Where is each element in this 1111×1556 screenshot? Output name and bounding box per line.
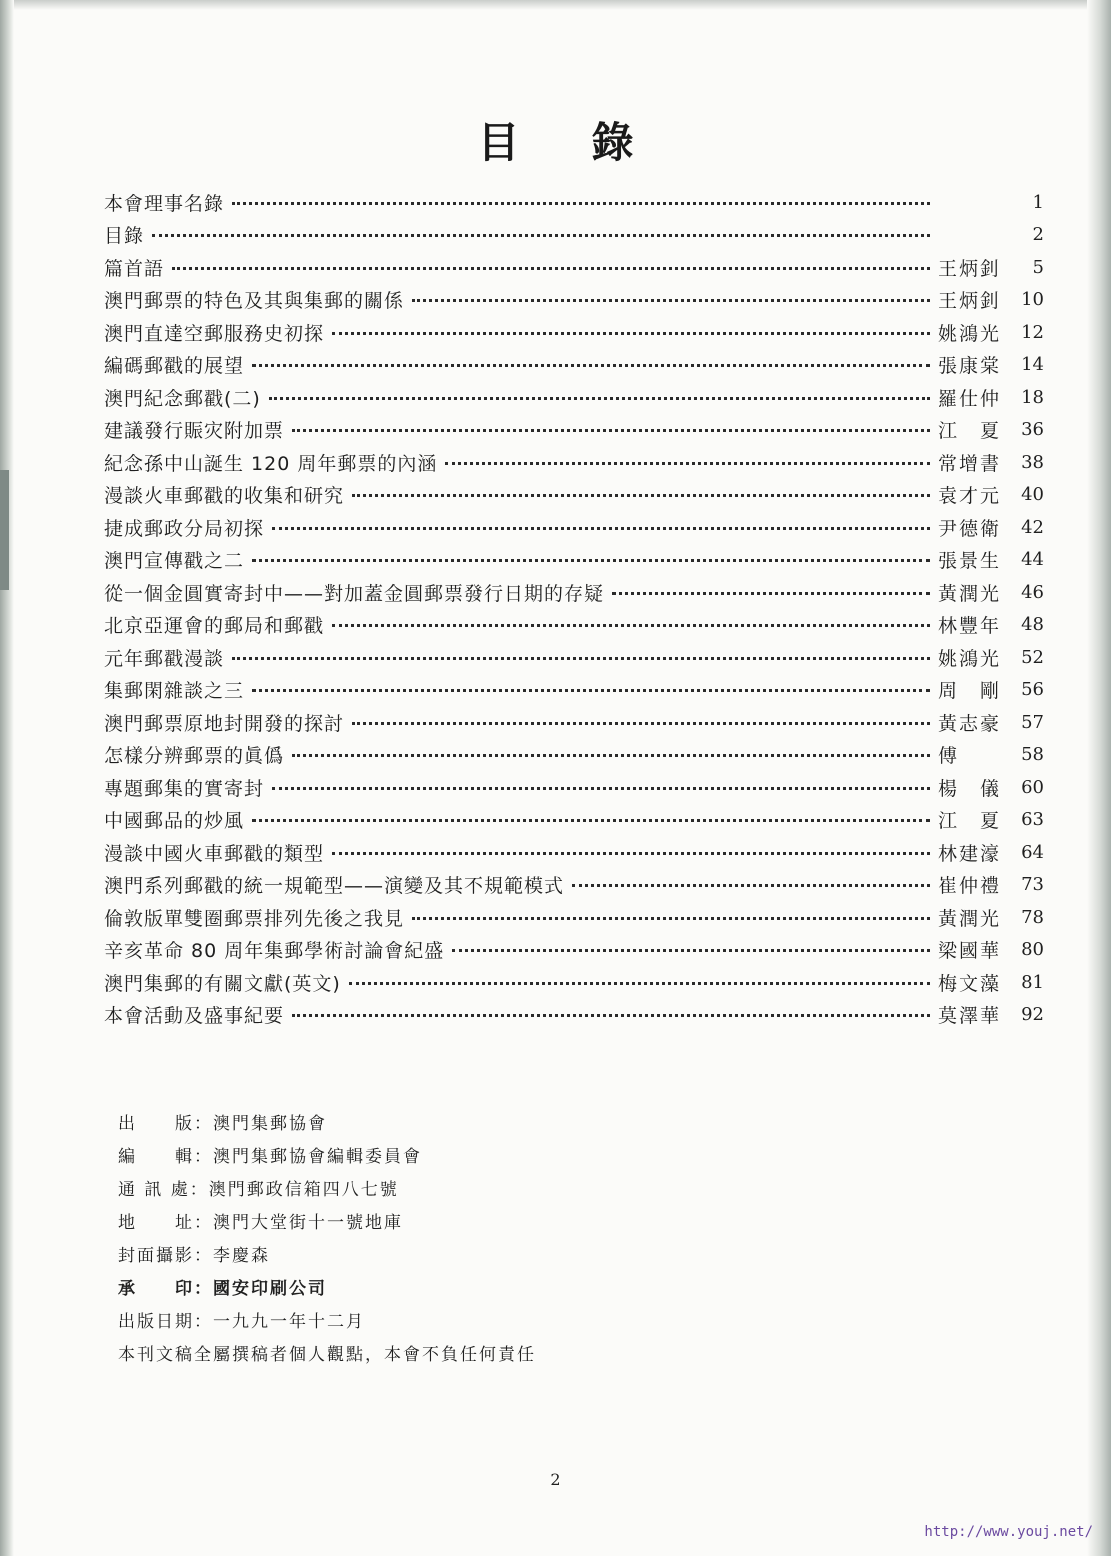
- toc-entry-page: 2: [1032, 224, 1044, 246]
- dot-leader: [412, 917, 930, 920]
- toc-entry: [104, 901, 1044, 934]
- toc-entry-author: 王炳釗: [938, 257, 1002, 280]
- toc-entry-title: 建議發行賑灾附加票: [104, 420, 285, 443]
- toc-entry: [104, 999, 1044, 1032]
- toc-entry-page: 40: [1021, 484, 1044, 506]
- toc-entry-title: 元年郵戳漫談: [104, 647, 225, 670]
- toc-entry-author: 張景生: [938, 550, 1002, 573]
- toc-entry-author: 莫澤華: [938, 1005, 1002, 1028]
- toc-entry-page: 78: [1021, 906, 1044, 928]
- dot-leader: [172, 267, 930, 270]
- dot-leader: [332, 624, 930, 627]
- dot-leader: [272, 527, 930, 530]
- toc-entry: [104, 381, 1044, 414]
- toc-entry: [104, 251, 1044, 284]
- toc-entry-title: 篇首語: [104, 257, 165, 280]
- toc-entry-page: 48: [1021, 614, 1044, 636]
- toc-entry-page: 80: [1021, 939, 1044, 961]
- toc-entry-page: 92: [1021, 1004, 1044, 1026]
- toc-entry: [104, 804, 1044, 837]
- publication-info-line: 封面攝影：李慶森: [118, 1246, 270, 1266]
- toc-entry-page: 44: [1021, 549, 1044, 571]
- dot-leader: [232, 657, 930, 660]
- toc-entry-page: 12: [1021, 321, 1044, 343]
- toc-entry-author: 梁國華: [938, 940, 1002, 963]
- toc-entry-page: 81: [1021, 971, 1044, 993]
- page-title: 目錄: [477, 118, 706, 167]
- toc-entry: [104, 186, 1044, 219]
- watermark-url: http://www.youj.net/: [924, 1524, 1093, 1540]
- toc-entry-author: 梅文藻: [938, 972, 1002, 995]
- toc-entry-author: 黃潤光: [938, 582, 1002, 605]
- scan-edge-top: [0, 0, 1111, 10]
- toc-entry-author: 黃潤光: [938, 907, 1002, 930]
- toc-entry-title: 澳門直達空郵服務史初探: [104, 322, 325, 345]
- toc-entry-page: 73: [1021, 874, 1044, 896]
- toc-entry-author: 王炳釗: [938, 290, 1002, 313]
- dot-leader: [332, 852, 930, 855]
- page-number: 2: [550, 1470, 561, 1489]
- toc-entry: [104, 706, 1044, 739]
- dot-leader: [612, 592, 930, 595]
- dot-leader: [232, 202, 930, 205]
- toc-entry-title: 澳門集郵的有關文獻(英文): [104, 972, 341, 995]
- dot-leader: [269, 397, 930, 400]
- publication-info-line: 地 址：澳門大堂街十一號地庫: [118, 1213, 403, 1233]
- dot-leader: [352, 722, 930, 725]
- toc-entry-title: 澳門紀念郵戳(二): [104, 387, 261, 410]
- toc-entry-title: 怎樣分辨郵票的眞僞: [104, 745, 285, 768]
- toc-entry-author: 袁才元: [938, 485, 1002, 508]
- toc-entry-title: 本會活動及盛事紀要: [104, 1005, 285, 1028]
- toc-entry-page: 5: [1032, 256, 1044, 278]
- toc-entry-page: 42: [1021, 516, 1044, 538]
- toc-entry-title: 澳門郵票原地封開發的探討: [104, 712, 345, 735]
- toc-entry-page: 46: [1021, 581, 1044, 603]
- toc-entry: [104, 576, 1044, 609]
- toc-entry-title: 本會理事名錄: [104, 192, 225, 215]
- toc-entry-title: 澳門郵票的特色及其與集郵的關係: [104, 290, 405, 313]
- publication-info-line: 編 輯：澳門集郵協會編輯委員會: [118, 1147, 422, 1167]
- scan-edge-mark: [0, 470, 9, 590]
- toc-entry-page: 14: [1021, 354, 1044, 376]
- toc-entry-author: 姚鴻光: [938, 647, 1002, 670]
- toc-entry: [104, 966, 1044, 999]
- toc-entry: [104, 674, 1044, 707]
- toc-entry-author: 江 夏: [938, 810, 1002, 833]
- dot-leader: [252, 559, 930, 562]
- scan-edge-right: [1087, 0, 1111, 1556]
- toc-entry-author: 周 剛: [938, 680, 1002, 703]
- toc-entry-page: 1: [1032, 191, 1044, 213]
- toc-entry-page: 18: [1021, 386, 1044, 408]
- table-of-contents: [104, 186, 1044, 1031]
- toc-entry: [104, 511, 1044, 544]
- toc-entry-page: 56: [1021, 679, 1044, 701]
- toc-entry-title: 專題郵集的實寄封: [104, 777, 265, 800]
- toc-entry-author: 尹德衛: [938, 517, 1002, 540]
- dot-leader: [252, 364, 930, 367]
- toc-entry-title: 漫談火車郵戳的收集和研究: [104, 485, 345, 508]
- toc-entry-author: 林建濠: [938, 842, 1002, 865]
- toc-entry-title: 漫談中國火車郵戳的類型: [104, 842, 325, 865]
- toc-entry-page: 63: [1021, 809, 1044, 831]
- toc-entry-author: 林豐年: [938, 615, 1002, 638]
- toc-entry: [104, 771, 1044, 804]
- toc-entry: [104, 609, 1044, 642]
- toc-entry-author: 羅仕仲: [938, 387, 1002, 410]
- toc-entry: [104, 284, 1044, 317]
- toc-entry: [104, 739, 1044, 772]
- publication-info-line: 出 版：澳門集郵協會: [118, 1114, 327, 1134]
- toc-entry: [104, 836, 1044, 869]
- dot-leader: [572, 884, 930, 887]
- toc-entry: [104, 316, 1044, 349]
- toc-entry: [104, 446, 1044, 479]
- dot-leader: [412, 299, 930, 302]
- toc-entry-author: 崔仲禮: [938, 875, 1002, 898]
- scan-edge-left: [0, 0, 14, 1556]
- toc-entry-page: 36: [1021, 419, 1044, 441]
- toc-entry-author: 張康棠: [938, 355, 1002, 378]
- toc-entry-author: 楊 儀: [938, 777, 1002, 800]
- publication-info-line: 本刊文稿全屬撰稿者個人觀點，本會不負任何責任: [118, 1345, 536, 1365]
- dot-leader: [349, 982, 930, 985]
- toc-entry-title: 集郵閑雜談之三: [104, 680, 245, 703]
- toc-entry-author: 傅: [938, 745, 1002, 768]
- toc-entry: [104, 414, 1044, 447]
- toc-entry-title: 紀念孫中山誕生 120 周年郵票的內涵: [104, 452, 438, 475]
- toc-entry-title: 辛亥革命 80 周年集郵學術討論會紀盛: [104, 940, 445, 963]
- toc-entry-author: 姚鴻光: [938, 322, 1002, 345]
- toc-entry-title: 編碼郵戳的展望: [104, 355, 245, 378]
- toc-entry-title: 澳門系列郵戳的統一規範型——演變及其不規範模式: [104, 875, 565, 898]
- toc-entry-title: 澳門宣傳戳之二: [104, 550, 245, 573]
- toc-entry-title: 捷成郵政分局初探: [104, 517, 265, 540]
- toc-entry-title: 目錄: [104, 225, 145, 248]
- toc-entry-page: 52: [1021, 646, 1044, 668]
- dot-leader: [445, 462, 930, 465]
- toc-entry-title: 中國郵品的炒風: [104, 810, 245, 833]
- toc-entry-title: 倫敦版單雙圈郵票排列先後之我見: [104, 907, 405, 930]
- toc-entry: [104, 544, 1044, 577]
- dot-leader: [352, 494, 930, 497]
- publication-info-line: 承 印：國安印刷公司: [118, 1279, 327, 1299]
- dot-leader: [152, 234, 930, 237]
- toc-entry-page: 58: [1021, 744, 1044, 766]
- dot-leader: [272, 787, 930, 790]
- toc-entry-page: 60: [1021, 776, 1044, 798]
- dot-leader: [292, 754, 930, 757]
- toc-entry: [104, 219, 1044, 252]
- toc-entry-title: 從一個金圓實寄封中——對加蓋金圓郵票發行日期的存疑: [104, 582, 605, 605]
- dot-leader: [252, 819, 930, 822]
- dot-leader: [332, 332, 930, 335]
- toc-entry-page: 64: [1021, 841, 1044, 863]
- toc-entry-title: 北京亞運會的郵局和郵戳: [104, 615, 325, 638]
- dot-leader: [292, 429, 930, 432]
- toc-entry: [104, 869, 1044, 902]
- toc-entry: [104, 641, 1044, 674]
- publication-info-line: 通 訊 處：澳門郵政信箱四八七號: [118, 1180, 399, 1200]
- dot-leader: [292, 1014, 930, 1017]
- toc-entry-page: 10: [1021, 289, 1044, 311]
- toc-entry: [104, 934, 1044, 967]
- toc-entry: [104, 479, 1044, 512]
- toc-entry-author: 江 夏: [938, 420, 1002, 443]
- publication-info: [118, 1108, 718, 1372]
- toc-entry: [104, 349, 1044, 382]
- toc-entry-author: 常增書: [938, 452, 1002, 475]
- dot-leader: [452, 949, 930, 952]
- toc-entry-page: 57: [1021, 711, 1044, 733]
- toc-entry-page: 38: [1021, 451, 1044, 473]
- toc-entry-author: 黃志豪: [938, 712, 1002, 735]
- dot-leader: [252, 689, 930, 692]
- publication-info-line: 出版日期：一九九一年十二月: [118, 1312, 365, 1332]
